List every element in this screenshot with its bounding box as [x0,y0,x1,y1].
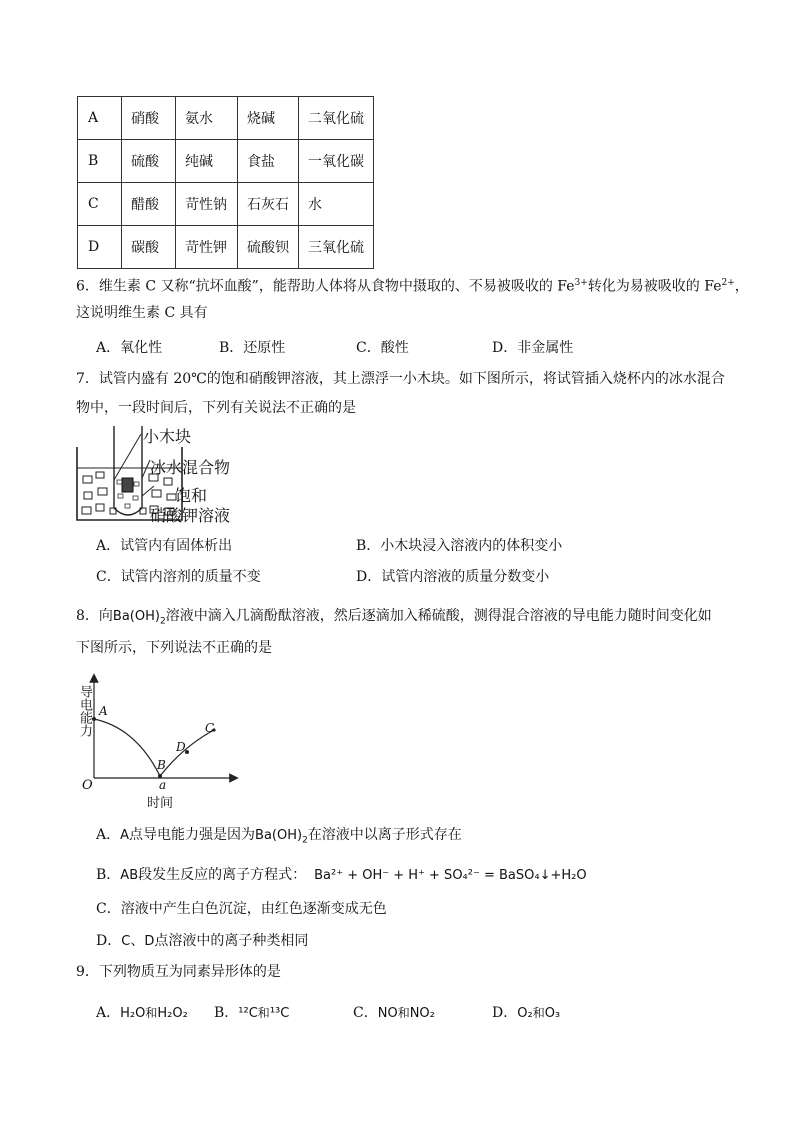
q9-option-c [353,1002,435,1022]
table-row [78,97,374,140]
q7-option-d: D．试管内溶液的质量分数变小 [356,569,550,585]
graph-label-b: B [157,758,166,772]
q8-text-a: 8．向 [76,608,113,624]
q6-text-c: ， [734,278,749,295]
table-cell: 烧碱 [238,97,299,140]
graph-origin: O [82,778,93,793]
q9-option-d-f2: O₃ [544,1006,561,1021]
q6-text-b: 转化为易被吸收的 Fe [587,278,722,295]
q9-option-a-and: 和 [145,1006,158,1020]
q8-option-d-point-c: C [121,934,131,949]
graph-label-d: D [176,740,186,754]
q9-option-a-f1: H₂O [120,1006,146,1021]
table-cell: 硝酸 [122,97,176,140]
q6-option-b: B．还原性 [219,340,286,356]
q8-option-d-letter: D． [96,933,122,949]
table-cell: 苛性钠 [176,183,238,226]
q6-sup-2: 2+ [721,278,735,288]
q8-option-b-seg-b: B [129,868,139,883]
graph-xlabel: 时间 [147,796,174,811]
label-saturated: 饱和 [175,486,208,505]
table-cell: 水 [299,183,374,226]
q8-option-a-formula [255,828,308,846]
graph-label-c: C [205,721,215,735]
label-ice-water: 冰水混合物 [150,458,231,477]
q8-formula-sub: 2 [159,616,166,627]
q9-option-b-and: 和 [257,1006,270,1020]
q9-option-b-f2: ¹³C [269,1006,290,1021]
q7-line1: 7．试管内盛有 20℃的饱和硝酸钾溶液，其上漂浮一小木块。如下图所示，将试管插入烧杯内的冰水混合 [76,371,725,387]
label-kno3-solution: 硝酸钾溶液 [150,506,231,525]
table-cell: 碳酸 [122,226,176,269]
table-cell: 硫酸 [122,140,176,183]
q9-option-a [96,1002,188,1022]
q8-option-b [96,864,587,884]
table-cell: 苛性钾 [176,226,238,269]
label-wood-block: 小木块 [143,427,192,446]
table-cell: 食盐 [238,140,299,183]
q8-option-a-text-b: 点导电能力强是因为 [129,827,256,843]
q6-option-d: D．非金属性 [492,340,574,356]
table-row-letter: A [78,97,122,140]
table-cell: 醋酸 [122,183,176,226]
q6-text-a: 6．维生素 C 又称“抗坏血酸”，能帮助人体将从食物中摄取的、不易被吸收的 Fe [76,278,575,295]
q8-option-a-letter: A． [96,827,121,843]
table-row [78,183,374,226]
q9-option-c-letter: C． [353,1005,378,1021]
q8-line2: 下图所示，下列说法不正确的是 [76,640,272,656]
q8-formula-baoh2 [112,609,166,627]
q6-line2: 这说明维生素 C 具有 [76,305,208,321]
q8-option-b-text: 段发生反应的离子方程式： [138,867,307,883]
q9-option-b [214,1002,289,1022]
options-table [77,96,374,269]
table-row [78,140,374,183]
q8-option-b-seg-a: A [120,868,130,883]
table-row [78,226,374,269]
table-cell: 一氧化碳 [299,140,374,183]
table-row-letter: D [78,226,122,269]
q8-formula-text: Ba(OH) [112,609,160,624]
q8-option-a-point: A [120,828,130,843]
table-cell: 石灰石 [238,183,299,226]
table-cell: 纯碱 [176,140,238,183]
q8-option-c: C．溶液中产生白色沉淀，由红色逐渐变成无色 [96,901,387,917]
q9-option-c-f2: NO₂ [409,1006,435,1021]
q9-option-d-f1: O₂ [517,1006,533,1021]
q6-option-c: C．酸性 [356,340,409,356]
q7-option-c: C．试管内溶剂的质量不变 [96,569,261,585]
q8-option-a-formula-sub: 2 [302,835,308,846]
q8-text-b: 溶液中滴入几滴酚酞溶液，然后逐滴加入稀硫酸，测得混合溶液的导电能力随时间变化如 [165,608,712,624]
q8-option-d-text: 点溶液中的离子种类相同 [154,933,309,949]
table-cell: 三氧化硫 [299,226,374,269]
q6-sup-1: 3+ [574,278,588,288]
graph-label-a-time: a [159,778,167,792]
q9-option-c-and: 和 [397,1006,410,1020]
table-row-letter: C [78,183,122,226]
graph-ylabel: 导电能力 [77,685,92,737]
table-cell: 二氧化硫 [299,97,374,140]
q9-option-c-f1: NO [377,1006,398,1021]
q8-line1 [76,606,712,632]
q9-option-d-and: 和 [532,1006,545,1020]
q9-option-a-letter: A． [96,1005,121,1021]
q9-line1: 9．下列物质互为同素异形体的是 [76,964,281,980]
q9-option-b-letter: B． [214,1005,239,1021]
q8-option-a-formula-text: Ba(OH) [255,828,303,843]
table-row-letter: B [78,140,122,183]
q9-option-d-letter: D． [492,1005,518,1021]
q8-option-d-sep: 、 [130,933,145,949]
q7-line2: 物中，一段时间后，下列有关说法不正确的是 [76,400,356,416]
q8-option-a-text-c: 在溶液中以离子形式存在 [307,827,462,843]
q7-option-b: B．小木块浸入溶液内的体积变小 [356,538,563,554]
q8-option-d-point-d: D [144,934,155,949]
table-cell: 氨水 [176,97,238,140]
q9-option-d [492,1002,560,1022]
table-cell: 硫酸钡 [238,226,299,269]
conductivity-curve [94,719,214,776]
q6-line1 [76,273,749,297]
q9-option-a-f2: H₂O₂ [157,1006,188,1021]
q8-option-b-segment [120,868,138,883]
q7-option-a: A．试管内有固体析出 [96,538,233,554]
q8-option-d [96,930,308,950]
graph-label-a: A [99,704,108,718]
q8-option-b-equation: Ba²⁺ + OH⁻ + H⁺ + SO₄²⁻ = BaSO₄↓+H₂O [314,868,587,883]
q8-option-a [96,824,462,846]
q8-option-b-letter: B． [96,867,121,883]
q6-option-a: A．氧化性 [96,340,163,356]
q9-option-b-f1: ¹²C [238,1006,258,1021]
